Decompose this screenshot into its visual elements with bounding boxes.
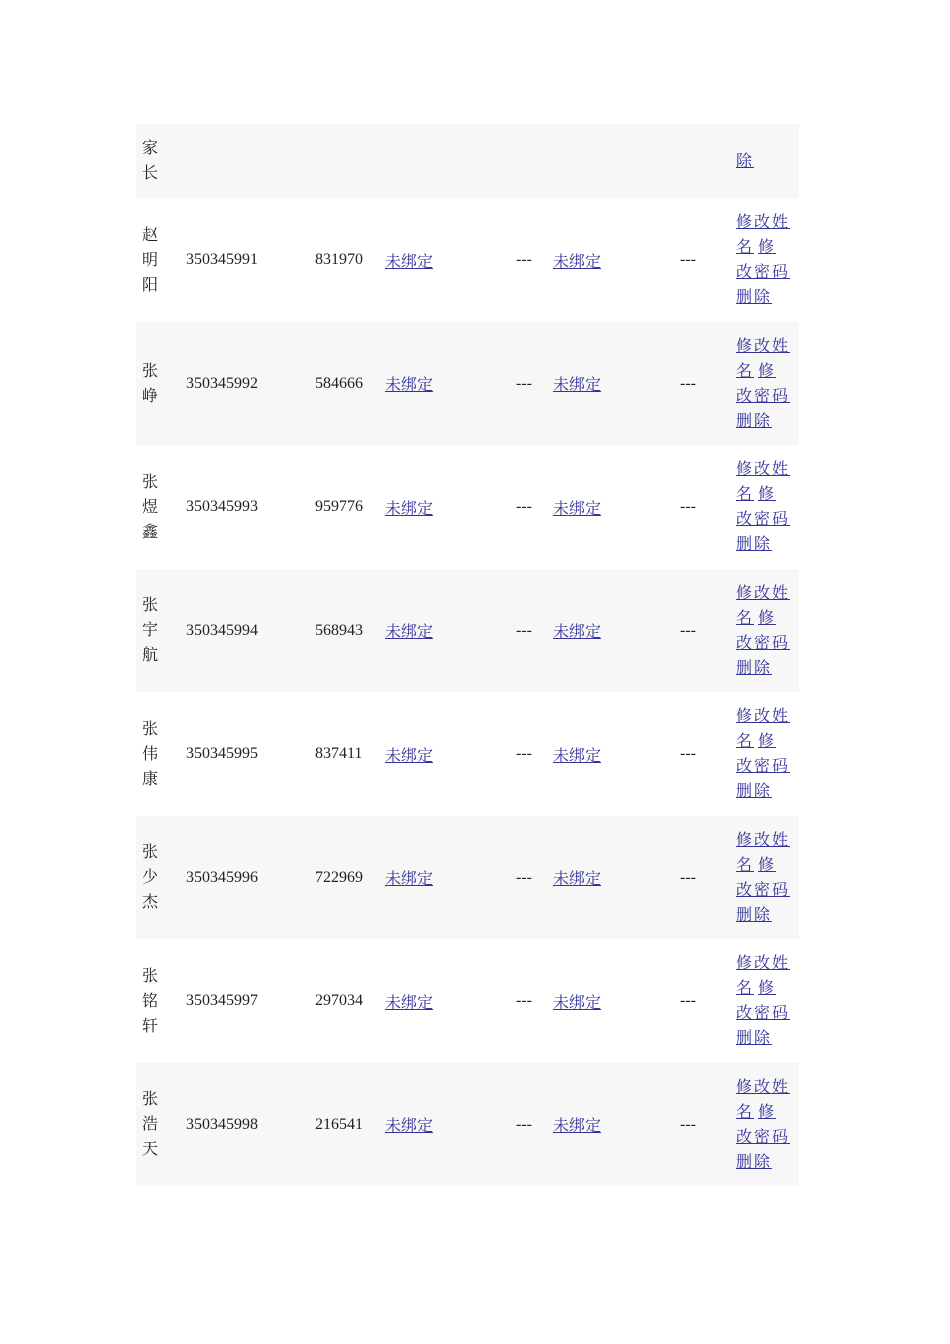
change-password-link[interactable]: 修改密码	[736, 980, 791, 1022]
user-name: 张少杰	[142, 844, 159, 911]
delete-link[interactable]: 删除	[736, 659, 773, 677]
password-cell: 297034	[315, 992, 363, 1009]
user-name: 张铭轩	[142, 967, 159, 1035]
table-row	[136, 322, 799, 445]
account-cell: 350345996	[186, 868, 258, 886]
actions-cell	[736, 939, 796, 1063]
placeholder-dash: ---	[516, 745, 532, 762]
user-name: 赵明阳	[142, 226, 159, 294]
rename-link[interactable]: 修改姓名	[736, 337, 791, 380]
account-cell: 350345995	[186, 745, 258, 762]
bind-link-2[interactable]: 未绑定	[553, 1118, 602, 1135]
actions-cell	[736, 198, 796, 322]
password-cell: 722969	[315, 868, 363, 886]
bind-link-1[interactable]: 未绑定	[385, 871, 434, 888]
account-cell: 350345994	[186, 621, 258, 639]
bind-link-2[interactable]: 未绑定	[553, 377, 602, 394]
user-table	[136, 124, 799, 1186]
bind-link-2[interactable]: 未绑定	[553, 747, 602, 765]
bind-link-2[interactable]: 未绑定	[553, 871, 602, 888]
placeholder-dash: ---	[680, 745, 696, 762]
table-row-partial	[136, 124, 799, 198]
delete-link[interactable]: 删除	[736, 906, 773, 924]
name-cell	[136, 569, 178, 692]
actions-cell	[736, 124, 796, 198]
user-name: 张浩天	[142, 1091, 159, 1158]
bind-link-1[interactable]: 未绑定	[385, 377, 434, 394]
change-password-link[interactable]: 修改密码	[736, 609, 791, 652]
actions-cell	[736, 1063, 796, 1186]
password-cell: 831970	[315, 251, 363, 268]
change-password-link[interactable]: 修改密码	[736, 1103, 791, 1146]
placeholder-dash: ---	[516, 374, 532, 392]
name-cell	[136, 445, 178, 569]
name-cell	[136, 816, 178, 939]
account-cell: 350345997	[186, 992, 258, 1009]
user-name: 张煜鑫	[142, 473, 159, 541]
name-cell	[136, 1063, 178, 1186]
name-cell	[136, 322, 178, 445]
delete-link[interactable]: 除	[736, 152, 755, 170]
bind-link-1[interactable]: 未绑定	[385, 253, 434, 271]
change-password-link[interactable]: 修改密码	[736, 239, 791, 281]
table-row	[136, 569, 799, 692]
placeholder-dash: ---	[516, 498, 532, 515]
placeholder-dash: ---	[516, 1115, 532, 1133]
change-password-link[interactable]: 修改密码	[736, 486, 791, 528]
delete-link[interactable]: 删除	[736, 536, 773, 553]
rename-link[interactable]: 修改姓名	[736, 584, 791, 627]
placeholder-dash: ---	[516, 992, 532, 1009]
name-cell	[136, 198, 178, 322]
delete-link[interactable]: 删除	[736, 412, 773, 430]
bind-link-2[interactable]: 未绑定	[553, 253, 602, 271]
table-row	[136, 939, 799, 1063]
bind-link-1[interactable]: 未绑定	[385, 1118, 434, 1135]
placeholder-dash: ---	[516, 868, 532, 886]
placeholder-dash: ---	[516, 251, 532, 268]
delete-link[interactable]: 删除	[736, 1030, 773, 1047]
account-cell: 350345993	[186, 498, 258, 515]
bind-link-2[interactable]: 未绑定	[553, 994, 602, 1012]
rename-link[interactable]: 修改姓名	[736, 708, 791, 750]
change-password-link[interactable]: 修改密码	[736, 362, 791, 405]
placeholder-dash: ---	[680, 374, 696, 392]
name-cell	[136, 124, 178, 198]
rename-link[interactable]: 修改姓名	[736, 461, 791, 503]
change-password-link[interactable]: 修改密码	[736, 733, 791, 775]
name-cell	[136, 692, 178, 816]
user-name: 张宇航	[142, 597, 159, 664]
user-name: 张峥	[142, 362, 159, 405]
rename-link[interactable]: 修改姓名	[736, 831, 791, 874]
actions-cell	[736, 692, 796, 816]
actions-cell	[736, 445, 796, 569]
bind-link-1[interactable]: 未绑定	[385, 624, 434, 641]
actions-cell	[736, 322, 796, 445]
password-cell: 568943	[315, 621, 363, 639]
rename-link[interactable]: 修改姓名	[736, 955, 791, 997]
name-cell	[136, 939, 178, 1063]
bind-link-2[interactable]: 未绑定	[553, 624, 602, 641]
password-cell: 837411	[315, 745, 363, 762]
account-cell: 350345992	[186, 374, 258, 392]
table-row	[136, 816, 799, 939]
account-cell: 350345998	[186, 1115, 258, 1133]
delete-link[interactable]: 删除	[736, 1153, 773, 1171]
change-password-link[interactable]: 修改密码	[736, 856, 791, 899]
rename-link[interactable]: 修改姓名	[736, 1078, 791, 1121]
user-name: 张伟康	[142, 720, 159, 788]
delete-link[interactable]: 删除	[736, 783, 773, 800]
table-row	[136, 445, 799, 569]
bind-link-1[interactable]: 未绑定	[385, 747, 434, 765]
table-row	[136, 198, 799, 322]
table-row	[136, 1063, 799, 1186]
bind-link-1[interactable]: 未绑定	[385, 500, 434, 518]
password-cell: 959776	[315, 498, 363, 515]
user-name: 家长	[142, 140, 159, 182]
placeholder-dash: ---	[680, 251, 696, 268]
bind-link-1[interactable]: 未绑定	[385, 994, 434, 1012]
placeholder-dash: ---	[680, 621, 696, 639]
delete-link[interactable]: 删除	[736, 289, 773, 306]
account-cell: 350345991	[186, 251, 258, 268]
placeholder-dash: ---	[680, 992, 696, 1009]
rename-link[interactable]: 修改姓名	[736, 214, 791, 256]
password-cell: 216541	[315, 1115, 363, 1133]
placeholder-dash: ---	[680, 868, 696, 886]
placeholder-dash: ---	[516, 621, 532, 639]
bind-link-2[interactable]: 未绑定	[553, 500, 602, 518]
placeholder-dash: ---	[680, 1115, 696, 1133]
actions-cell	[736, 569, 796, 692]
actions-cell	[736, 816, 796, 939]
placeholder-dash: ---	[680, 498, 696, 515]
password-cell: 584666	[315, 374, 363, 392]
table-row	[136, 692, 799, 816]
